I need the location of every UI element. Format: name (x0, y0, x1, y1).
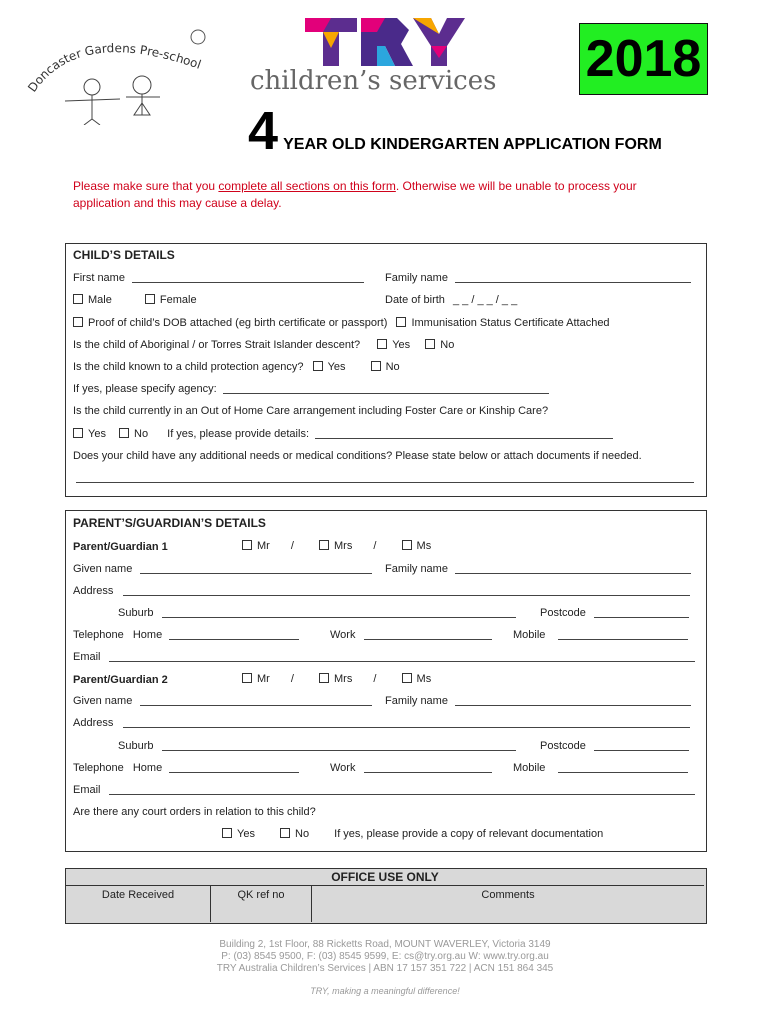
parent2-family-field[interactable] (455, 705, 691, 706)
parent1-email-row: Email (73, 651, 695, 663)
footer-abn: TRY Australia Children’s Services | ABN 17 157 351 722 | ACN 151 864 345 (216, 963, 554, 974)
preschool-logo-text: Doncaster Gardens Pre-school (25, 41, 203, 95)
title-number: 4 (248, 101, 279, 161)
parent1-suburb-field[interactable] (162, 617, 516, 618)
parent2-label: Parent/Guardian 2 (73, 674, 168, 686)
parent1-given-row: Given name (73, 563, 372, 575)
parent2-title-row: Mr / Mrs / Ms (242, 673, 431, 685)
proof-dob-checkbox[interactable] (73, 317, 83, 327)
parent2-mobile-field[interactable] (558, 772, 688, 773)
care-no-checkbox[interactable] (119, 428, 129, 438)
office-col-qk-ref: QK ref no (237, 889, 285, 901)
child-family-name-row: Family name (385, 272, 691, 284)
care-yes-checkbox[interactable] (73, 428, 83, 438)
protection-no-checkbox[interactable] (371, 361, 381, 371)
care-details-field[interactable] (315, 438, 613, 439)
parent2-postcode-row: Postcode (540, 740, 689, 752)
parent1-email-field[interactable] (109, 661, 695, 662)
parent2-address-field[interactable] (123, 727, 690, 728)
parent2-work-row: Work (330, 762, 492, 774)
parent2-email-row: Email (73, 784, 695, 796)
parent1-suburb-row: Suburb (118, 607, 516, 619)
parent2-given-field[interactable] (140, 705, 372, 706)
care-answer-row: Yes No If yes, please provide details: (73, 428, 613, 440)
preschool-drawing (20, 15, 220, 125)
parent2-email-field[interactable] (109, 794, 695, 795)
parent1-work-field[interactable] (364, 639, 492, 640)
footer-address: Building 2, 1st Floor, 88 Ricketts Road, MOUNT WAVERLEY, Victoria 3149 (219, 939, 551, 950)
parent2-suburb-field[interactable] (162, 750, 516, 751)
try-logo (305, 18, 465, 66)
parent-details-heading: PARENT’S/GUARDIAN’S DETAILS (73, 516, 266, 530)
child-first-name-row: First name (73, 272, 364, 284)
parent1-home-field[interactable] (169, 639, 299, 640)
dob-field[interactable]: _ _ / _ _ / _ _ (452, 294, 518, 306)
parent1-ms-checkbox[interactable] (402, 540, 412, 550)
parent2-given-row: Given name (73, 695, 372, 707)
parent1-mobile-row: Mobile (513, 629, 688, 641)
gender-row: Male Female (73, 294, 197, 306)
parent1-given-field[interactable] (140, 573, 372, 574)
parent2-mrs-checkbox[interactable] (319, 673, 329, 683)
agency-row: If yes, please specify agency: (73, 383, 549, 395)
family-name-field[interactable] (455, 282, 691, 283)
care-question: Is the child currently in an Out of Home Care arrangement including Foster Care or Kinship Care? (73, 405, 549, 417)
aboriginal-row: Is the child of Aboriginal / or Torres Strait Islander descent? Yes No (73, 339, 455, 351)
office-col-date-received: Date Received (101, 889, 175, 901)
parent2-home-field[interactable] (169, 772, 299, 773)
parent2-suburb-row: Suburb (118, 740, 516, 752)
office-use-heading: OFFICE USE ONLY (331, 870, 439, 884)
parent1-title-row: Mr / Mrs / Ms (242, 540, 431, 552)
protection-row: Is the child known to a child protection agency? Yes No (73, 361, 400, 373)
preschool-logo (20, 15, 220, 125)
documents-row: Proof of child’s DOB attached (eg birth certificate or passport) Immunisation Status Certificate Attached (73, 317, 610, 329)
year-text: 2018 (585, 30, 702, 88)
female-checkbox[interactable] (145, 294, 155, 304)
try-logo-graphic (305, 18, 465, 66)
parent1-label: Parent/Guardian 1 (73, 541, 168, 553)
parent1-postcode-field[interactable] (594, 617, 689, 618)
protection-yes-checkbox[interactable] (313, 361, 323, 371)
court-answer-row: Yes No If yes, please provide a copy of relevant documentation (222, 828, 603, 840)
parent1-address-field[interactable] (123, 595, 690, 596)
year-badge (579, 23, 708, 95)
immunisation-checkbox[interactable] (396, 317, 406, 327)
child-details-heading: CHILD’S DETAILS (73, 248, 175, 262)
agency-field[interactable] (223, 393, 549, 394)
parent1-work-row: Work (330, 629, 492, 641)
parent1-address-row: Address (73, 585, 690, 597)
parent1-mr-checkbox[interactable] (242, 540, 252, 550)
dob-row: Date of birth _ _ / _ _ / _ _ (385, 294, 518, 306)
parent1-postcode-row: Postcode (540, 607, 689, 619)
parent2-mr-checkbox[interactable] (242, 673, 252, 683)
office-col-comments: Comments (481, 889, 535, 901)
parent2-phone-row: Telephone Home (73, 762, 299, 774)
parent2-work-field[interactable] (364, 772, 492, 773)
parent1-phone-row: Telephone Home (73, 629, 299, 641)
parent1-family-field[interactable] (455, 573, 691, 574)
parent1-family-row: Family name (385, 563, 691, 575)
warning-text: Please make sure that you complete all sections on this form. Otherwise we will be unable to process your application and this may cause a delay. (73, 179, 637, 210)
first-name-field[interactable] (132, 282, 364, 283)
footer-tagline: TRY, making a meaningful difference! (310, 986, 460, 996)
parent2-ms-checkbox[interactable] (402, 673, 412, 683)
parent1-mrs-checkbox[interactable] (319, 540, 329, 550)
parent2-postcode-field[interactable] (594, 750, 689, 751)
parent2-mobile-row: Mobile (513, 762, 688, 774)
needs-field[interactable] (76, 482, 694, 483)
needs-question: Does your child have any additional needs or medical conditions? Please state below or attach documents if needed. (73, 450, 642, 462)
court-no-checkbox[interactable] (280, 828, 290, 838)
brand-subtitle: children’s services (250, 66, 497, 96)
parent1-mobile-field[interactable] (558, 639, 688, 640)
footer-contact: P: (03) 8545 9500, F: (03) 8545 9599, E: cs@try.org.au W: www.try.org.au (221, 951, 549, 962)
parent2-family-row: Family name (385, 695, 691, 707)
parent2-address-row: Address (73, 717, 690, 729)
male-checkbox[interactable] (73, 294, 83, 304)
aboriginal-yes-checkbox[interactable] (377, 339, 387, 349)
court-yes-checkbox[interactable] (222, 828, 232, 838)
page-title (248, 101, 662, 161)
court-question: Are there any court orders in relation to this child? (73, 806, 316, 818)
aboriginal-no-checkbox[interactable] (425, 339, 435, 349)
title-text: YEAR OLD KINDERGARTEN APPLICATION FORM (283, 136, 662, 153)
